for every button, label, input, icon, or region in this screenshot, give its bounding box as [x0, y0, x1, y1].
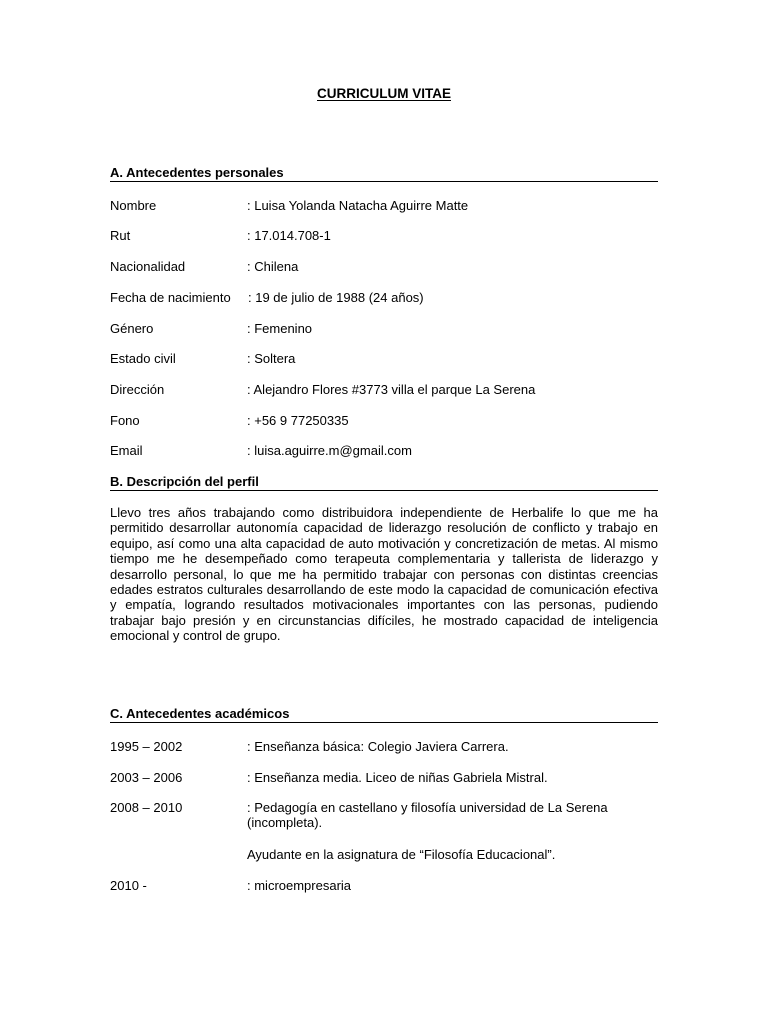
personal-label: Fecha de nacimiento — [110, 290, 231, 305]
academic-period: 2003 – 2006 — [110, 770, 183, 785]
personal-value: : Luisa Yolanda Natacha Aguirre Matte — [247, 198, 469, 213]
section-heading-personal: A. Antecedentes personales — [110, 165, 658, 182]
academic-description: Ayudante en la asignatura de “Filosofía Educacional”. — [247, 847, 556, 862]
personal-label: Estado civil — [110, 351, 176, 366]
document-title — [0, 86, 768, 101]
personal-value: : 19 de julio de 1988 (24 años) — [248, 290, 424, 305]
personal-label: Rut — [110, 228, 131, 243]
personal-value: : Alejandro Flores #3773 villa el parque La Serena — [247, 382, 536, 397]
personal-value: : 17.014.708-1 — [247, 228, 331, 243]
document-title-text: CURRICULUM VITAE — [317, 86, 451, 101]
personal-label: Género — [110, 321, 154, 336]
academic-description: : Pedagogía en castellano y filosofía universidad de La Serena (incompleta). — [247, 800, 608, 830]
personal-value: : +56 9 77250335 — [247, 413, 349, 428]
academic-description: : Enseñanza media. Liceo de niñas Gabriela Mistral. — [247, 770, 548, 785]
personal-value: : Soltera — [247, 351, 296, 366]
academic-period: 2010 - — [110, 878, 147, 893]
personal-value: : Chilena — [247, 259, 299, 274]
academic-period: 2008 – 2010 — [110, 800, 183, 815]
academic-description: : microempresaria — [247, 878, 352, 893]
personal-value: : Femenino — [247, 321, 313, 336]
section-heading-profile: B. Descripción del perfil — [110, 474, 658, 491]
academic-description: : Enseñanza básica: Colegio Javiera Carrera. — [247, 739, 509, 754]
personal-label: Nacionalidad — [110, 259, 186, 274]
personal-value: : luisa.aguirre.m@gmail.com — [247, 443, 412, 458]
profile-paragraph: Llevo tres años trabajando como distribuidora independiente de Herbalife lo que me ha permitido desarrollar autonomía capacidad de liderazgo resolución de conflicto y trabajo en equipo, así como una alta capacidad de auto motivación y concretización de metas. Al mismo tiempo me he desempeñado como terapeuta complementaria y tallerista de liderazgo y desarrollo personal, lo que me ha permitido trabajar con personas con distintas creencias edades estratos culturales desarrollando de este modo la capacidad de comunicación efectiva y empatía, logrando resultados motivacionales importantes con las personas, pudiendo trabajar bajo presión y en circunstancias difíciles, he mostrado capacidad de inteligencia emocional y control de grupo. — [110, 505, 658, 644]
personal-label: Dirección — [110, 382, 165, 397]
personal-label: Email — [110, 443, 143, 458]
section-heading-academic: C. Antecedentes académicos — [110, 706, 658, 723]
personal-label: Nombre — [110, 198, 157, 213]
personal-label: Fono — [110, 413, 140, 428]
academic-period: 1995 – 2002 — [110, 739, 183, 754]
